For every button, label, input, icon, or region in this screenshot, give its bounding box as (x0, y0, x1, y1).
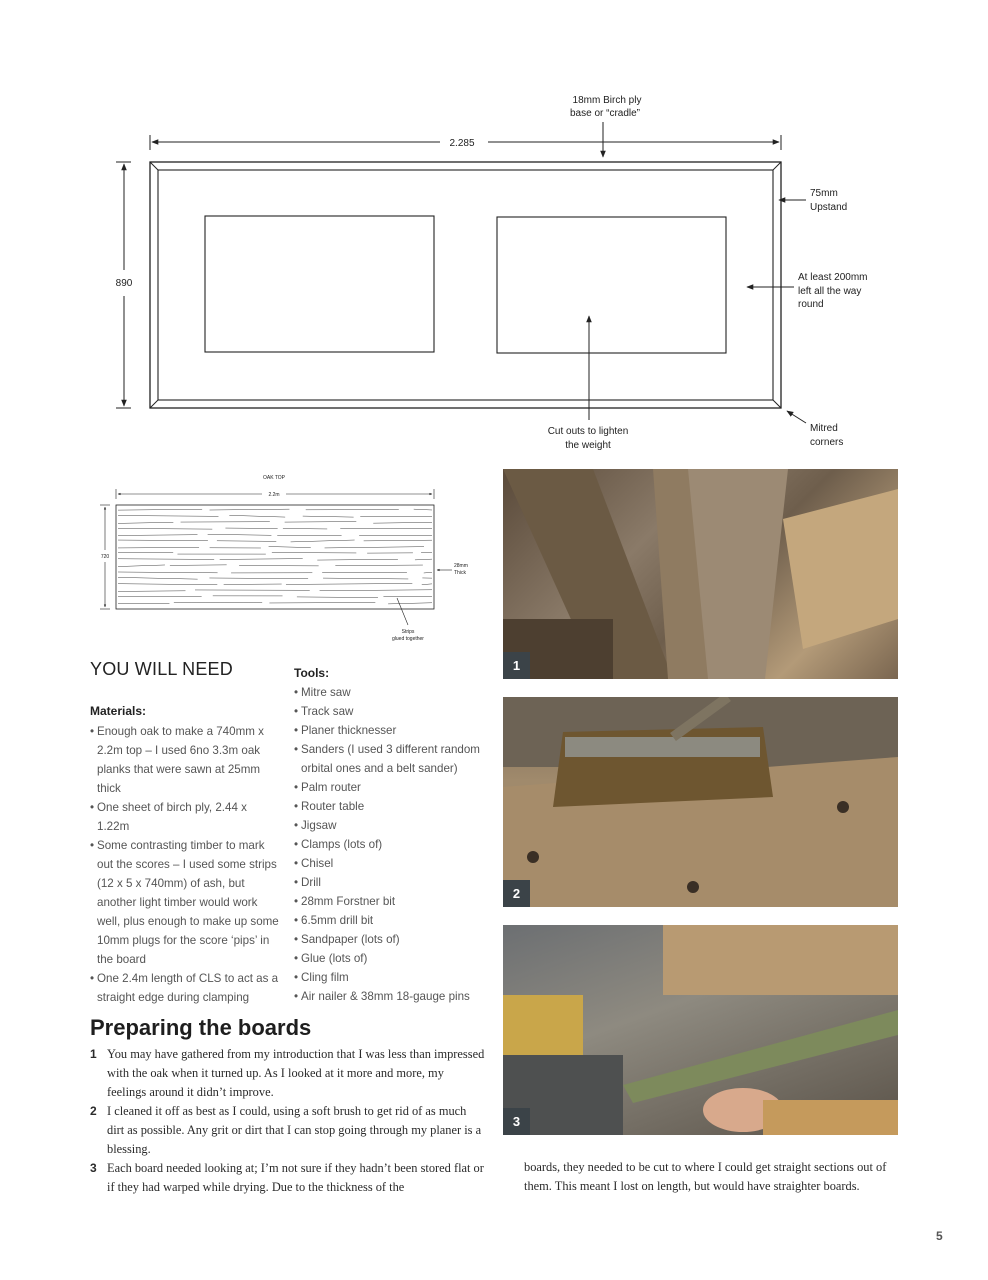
list-item: • Planer thicknesser (294, 721, 494, 740)
list-item: • One sheet of birch ply, 2.44 x 1.22m (90, 798, 280, 836)
list-item: • Track saw (294, 702, 494, 721)
list-item: • Drill (294, 873, 494, 892)
tools-list (294, 683, 494, 1006)
list-item: • Palm router (294, 778, 494, 797)
list-item: • Router table (294, 797, 494, 816)
strip-line (118, 516, 218, 517)
list-item: • Enough oak to make a 740mm x 2.2m top – I used 6no 3.3m oak planks that were sawn at 25mm thick (90, 722, 280, 798)
photo-number-badge: 2 (503, 880, 530, 907)
mitred-label-2: corners (810, 437, 844, 448)
photo-brushing-board (503, 697, 898, 907)
step-number: 1 (90, 1047, 97, 1061)
strips-label-2: glued together (392, 636, 424, 642)
cradle-inner-frame (158, 170, 773, 400)
strip-line (415, 559, 432, 560)
strip-line (118, 547, 199, 548)
photo-warped-oak-planks (503, 469, 898, 679)
list-item: • Cling film (294, 968, 494, 987)
step-3 (90, 1159, 485, 1197)
list-item: • Chisel (294, 854, 494, 873)
list-item: • Mitre saw (294, 683, 494, 702)
strip-line (118, 522, 173, 523)
strip-line (422, 584, 432, 585)
strip-line (118, 540, 208, 541)
strip-line (303, 516, 354, 517)
strip-line (283, 528, 327, 529)
photo-3-illustration (503, 925, 898, 1135)
step-number: 3 (90, 1161, 97, 1175)
list-item: • Glue (lots of) (294, 949, 494, 968)
strip-line (118, 572, 218, 573)
step-2 (90, 1102, 485, 1159)
mitred-label: Mitred (810, 423, 838, 434)
list-item: • Some contrasting timber to mark out the scores – I used some strips (12 x 5 x 740mm) of ash, but another light timber would work well, plus enough to make up some 10mm plugs for the score ‘pips’ in the board (90, 836, 280, 969)
photo-number-badge: 1 (503, 652, 530, 679)
strip-line (118, 559, 214, 560)
strip-line (229, 515, 285, 517)
strip-line (388, 603, 432, 604)
strip-line (220, 559, 303, 560)
birch-ply-label-2: base or “cradle” (569, 108, 641, 119)
step-text: Each board needed looking at; I’m not sure if they hadn’t been stored flat or if they had warped while drying. Due to the thickness of the (107, 1161, 484, 1194)
list-item: • Clamps (lots of) (294, 835, 494, 854)
step-3-continuation: boards, they needed to be cut to where I could get straight sections out of them. This meant I lost on length, but would have straighter boards. (524, 1160, 887, 1193)
cradle-outer-frame (150, 162, 781, 408)
preparing-boards-heading: Preparing the boards (90, 1015, 312, 1040)
strip-line (414, 509, 432, 510)
height-dimension: 890 (115, 278, 133, 289)
step-number: 2 (90, 1104, 97, 1118)
photo-1-illustration (503, 469, 898, 679)
thick-label-2: Thick (454, 570, 466, 576)
oak-top-panel (116, 505, 434, 609)
strip-line (286, 583, 412, 584)
photo-number-badge: 3 (503, 1108, 530, 1135)
strip-line (335, 565, 423, 566)
strip-line (297, 597, 378, 598)
strip-line (217, 541, 276, 542)
list-item: • Sanders (I used 3 different random orbital ones and a belt sander) (294, 740, 494, 778)
strip-line (424, 572, 432, 573)
list-item: • 28mm Forstner bit (294, 892, 494, 911)
upstand-label: 75mm (810, 188, 838, 199)
upstand-label-2: Upstand (810, 202, 848, 213)
oak-top-title: OAK TOP (262, 475, 286, 481)
page-number: 5 (936, 1229, 943, 1243)
strip-line (373, 522, 432, 523)
list-item: • Air nailer & 38mm 18-gauge pins (294, 987, 494, 1006)
strip-line (285, 522, 357, 523)
you-will-need-heading: YOU WILL NEED (90, 659, 233, 679)
cutout-left (205, 216, 434, 352)
strip-line (208, 534, 272, 535)
photo-warped-board-edge (503, 925, 898, 1135)
strip-line (291, 540, 355, 542)
strip-line (317, 559, 398, 560)
strip-line (118, 577, 198, 579)
oak-width-dimension: 2.2m (268, 492, 280, 498)
glued-strips (118, 509, 432, 604)
strip-line (118, 509, 202, 510)
photo-2-illustration (503, 697, 898, 907)
strip-line (269, 547, 311, 548)
strip-line (325, 547, 424, 548)
cutouts-label: Cut outs to lighten (547, 426, 629, 437)
strip-line (364, 540, 432, 541)
cutout-right (497, 217, 726, 353)
step-1 (90, 1045, 485, 1102)
strip-line (323, 578, 408, 579)
step-text: You may have gathered from my introduction that I was less than impressed with the oak when it turned up. As I looked at it more and more, my feelings around it didn’t improve. (107, 1047, 485, 1099)
thick-label: 28mm (454, 563, 468, 569)
list-item: • Jigsaw (294, 816, 494, 835)
strip-line (170, 565, 227, 566)
strip-line (209, 578, 308, 579)
oak-top-diagram (90, 468, 480, 648)
margin-label-2: left all the way (798, 286, 862, 297)
materials-heading: Materials: (90, 704, 147, 718)
list-item: • 6.5mm drill bit (294, 911, 494, 930)
list-item: • One 2.4m length of CLS to act as a straight edge during clamping (90, 969, 280, 1007)
materials-list (90, 722, 280, 1007)
tools-heading: Tools: (294, 666, 330, 680)
strip-line (118, 565, 165, 567)
strip-line (118, 535, 197, 536)
strip-line (210, 509, 290, 510)
strip-line (269, 602, 375, 603)
list-item: • Sandpaper (lots of) (294, 930, 494, 949)
cradle-plan-diagram (0, 80, 988, 460)
birch-ply-label: 18mm Birch ply (572, 95, 642, 106)
margin-label-3: round (798, 299, 824, 310)
strips-label: Strips (401, 629, 415, 635)
strip-line (118, 584, 217, 585)
cutouts-label-2: the weight (565, 440, 611, 451)
strip-line (118, 528, 212, 529)
strip-line (320, 590, 432, 591)
width-dimension: 2.285 (449, 138, 475, 149)
steps-list (90, 1045, 485, 1197)
step-text: I cleaned it off as best as I could, using a soft brush to get rid of as much dirt as possible. Any grit or dirt that I can stop going through my planer is a blessing. (107, 1104, 482, 1156)
strip-line (118, 591, 185, 592)
oak-height-dimension: 720 (100, 554, 110, 560)
margin-label: At least 200mm (798, 272, 868, 283)
